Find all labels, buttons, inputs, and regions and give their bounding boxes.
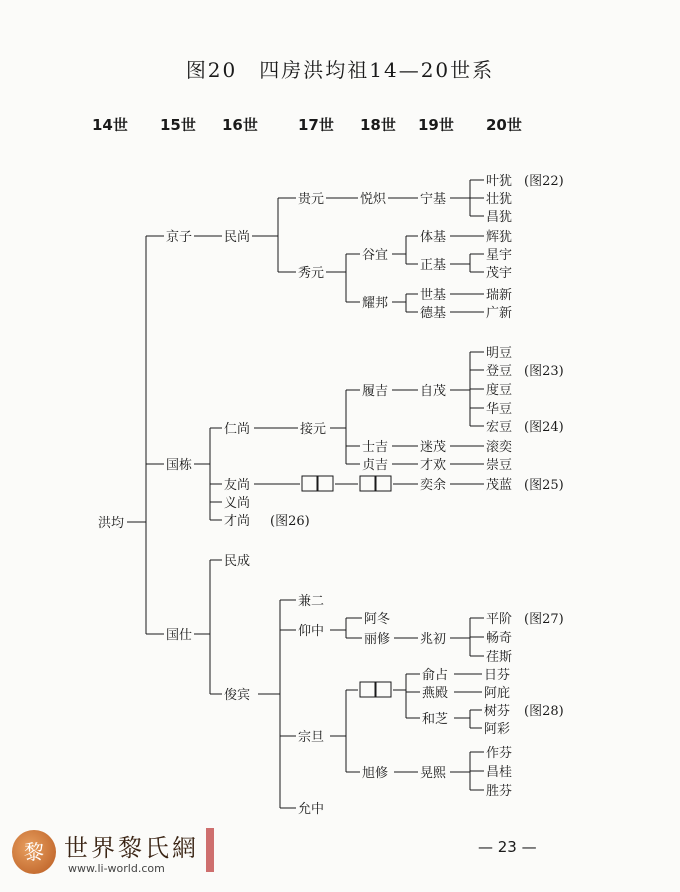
g17-zongdan: 宗旦 [298, 730, 325, 745]
g20-guangxin: 广新 [486, 306, 513, 321]
g16-yishang: 义尚 [224, 496, 251, 511]
g18-yuechi: 悦炽 [360, 192, 387, 207]
g18-shiji: 士吉 [362, 440, 389, 455]
g20-maolan: 茂蓝 [486, 478, 513, 493]
unknown-name-box [360, 476, 375, 491]
unknown-name-box [376, 682, 391, 697]
g19-zhaochu: 兆初 [420, 632, 447, 647]
g19-yiyu: 奕余 [420, 478, 447, 493]
ref-fig23: (图23) [524, 364, 564, 379]
g19-shiji: 世基 [420, 288, 447, 303]
gen-18: 18世 [360, 116, 396, 134]
g20-acai: 阿彩 [484, 722, 511, 737]
g18-hezhi: 和芝 [422, 712, 449, 727]
root-name: 洪均 [98, 516, 125, 531]
g17-jianer: 兼二 [298, 594, 325, 609]
ref-fig24: (图24) [524, 420, 564, 435]
page-title: 图20 四房洪均祖14—20世系 [185, 58, 495, 82]
g18-guyi: 谷宜 [362, 248, 389, 263]
ref-fig25: (图25) [524, 478, 564, 493]
g18-yandian: 燕殿 [422, 686, 449, 701]
gen-20: 20世 [486, 116, 522, 134]
g15-guodong: 国栋 [166, 458, 193, 473]
site-name: 世界黎氏網 [64, 834, 199, 862]
g19-tiji: 体基 [420, 230, 447, 245]
gen-15: 15世 [160, 116, 196, 134]
g20-mingdou: 明豆 [486, 346, 513, 361]
g19-zimao: 自茂 [420, 384, 447, 399]
gen-14: 14世 [92, 116, 128, 134]
g20-huadou: 华豆 [486, 402, 513, 417]
g20-shufen: 树芬 [484, 704, 511, 719]
g17-yangzhong: 仰中 [298, 624, 325, 639]
unknown-name-box [318, 476, 333, 491]
g19-zhengji: 正基 [420, 258, 447, 273]
seal-icon: 黎 [12, 830, 56, 874]
unknown-name-box [376, 476, 391, 491]
g15-guoshi: 国仕 [166, 628, 193, 643]
ref-fig22: (图22) [524, 174, 564, 189]
g19-mimao: 迷茂 [420, 440, 447, 455]
ref-fig27: (图27) [524, 612, 564, 627]
g18-yuzhan: 俞占 [422, 668, 449, 683]
g20-ruixin: 瑞新 [486, 288, 513, 303]
g19-huangxi: 晃熙 [420, 766, 447, 781]
g16-youshang: 友尚 [224, 478, 251, 493]
ref-fig28: (图28) [524, 704, 564, 719]
site-url[interactable]: www.li-world.com [68, 862, 165, 875]
red-stamp-icon [206, 828, 214, 872]
gen-19: 19世 [418, 116, 454, 134]
g20-shengfen: 胜芬 [486, 784, 513, 799]
g20-dudou: 度豆 [486, 383, 513, 398]
g20-rensi: 荏斯 [486, 650, 513, 665]
g18-lixiu: 丽修 [364, 632, 391, 647]
g18-xuxiu: 旭修 [362, 766, 389, 781]
g20-changqi: 畅奇 [486, 631, 513, 646]
g20-changyou: 昌犹 [486, 210, 513, 225]
g20-dengdou: 登豆 [486, 364, 513, 379]
g20-zhuangyou: 壮犹 [486, 192, 513, 207]
g20-maoyu: 茂宇 [486, 266, 513, 281]
g20-xingyu: 星宇 [486, 248, 513, 263]
site-logo[interactable] [10, 824, 220, 886]
g18-lvji: 履吉 [362, 384, 389, 399]
g15-jingzi: 京子 [166, 230, 193, 245]
unknown-name-box [360, 682, 375, 697]
g20-changgui: 昌桂 [486, 765, 513, 780]
gen-16: 16世 [222, 116, 258, 134]
gen-17: 17世 [298, 116, 334, 134]
g19-rifen: 日芬 [484, 668, 511, 683]
g20-gunyi: 滚奕 [486, 440, 513, 455]
g16-minshang: 民尚 [224, 230, 251, 245]
ref-fig26: (图26) [270, 514, 310, 529]
g17-jieyuan: 接元 [300, 422, 327, 437]
g16-junbin: 俊宾 [224, 688, 251, 703]
unknown-name-box [302, 476, 317, 491]
g18-adong: 阿冬 [364, 612, 391, 627]
g20-hongdou: 宏豆 [486, 420, 513, 435]
g19-ningji: 宁基 [420, 192, 447, 207]
g18-zhenji: 贞吉 [362, 458, 389, 473]
g17-xiuyuan: 秀元 [298, 266, 325, 281]
g16-renshang: 仁尚 [224, 422, 251, 437]
g20-yeyou: 叶犹 [486, 174, 513, 189]
g20-zuofen: 作芬 [486, 746, 513, 761]
g19-caihuan: 才欢 [420, 458, 447, 473]
g19-deji: 德基 [420, 306, 447, 321]
g16-caishang: 才尚 [224, 514, 251, 529]
page-number: — 23 — [478, 838, 537, 856]
g20-huiyou: 辉犹 [486, 230, 513, 245]
g19-apang: 阿庇 [484, 686, 511, 701]
g16-mincheng: 民成 [224, 554, 251, 569]
g20-chongdou: 崇豆 [486, 458, 513, 473]
g17-guiyuan: 贵元 [298, 192, 325, 207]
g18-yaobang: 耀邦 [362, 296, 389, 311]
g20-pingjie: 平阶 [486, 612, 513, 627]
g17-yunzhong: 允中 [298, 802, 325, 817]
